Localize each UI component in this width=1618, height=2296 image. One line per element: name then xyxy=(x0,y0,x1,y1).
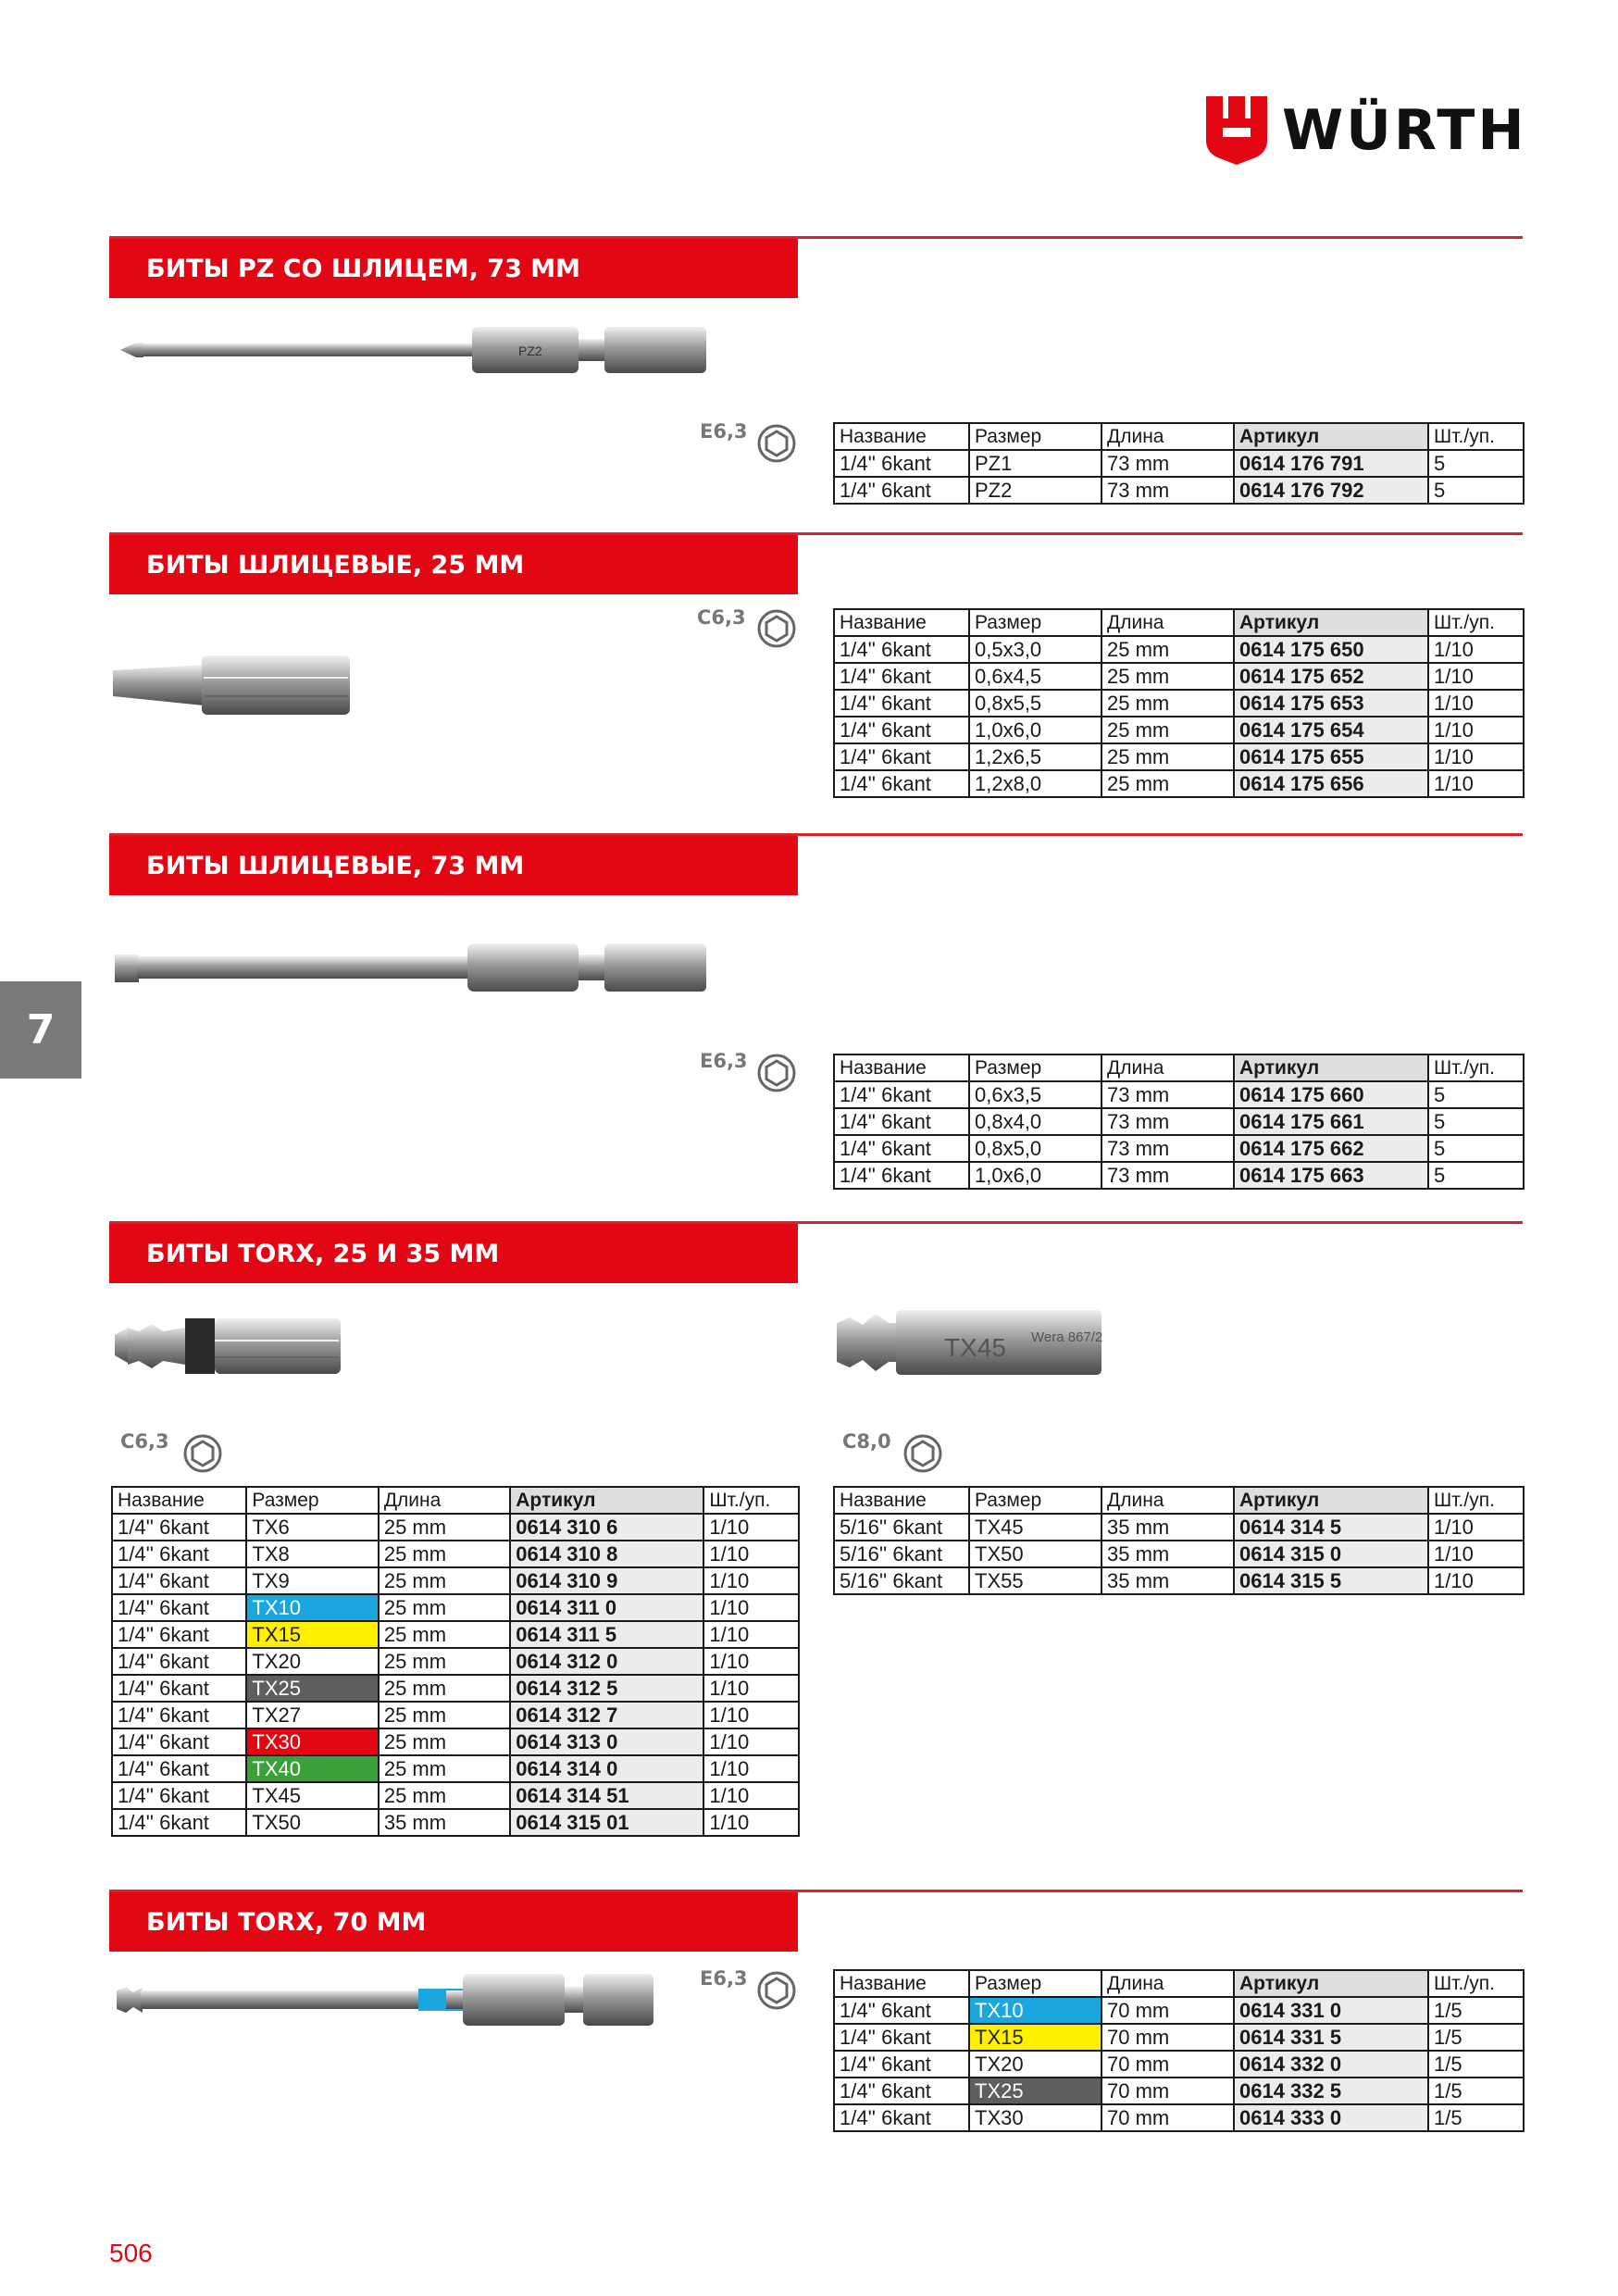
column-header-length: Длина xyxy=(1101,609,1234,636)
torx-bit-70mm-image xyxy=(113,1963,659,2037)
cell-pack: 1/10 xyxy=(703,1702,799,1728)
table-row xyxy=(834,1541,1524,1567)
cell-pack: 5 xyxy=(1428,450,1524,477)
column-header-name: Название xyxy=(112,1487,246,1514)
cell-article: 0614 315 5 xyxy=(1234,1567,1428,1594)
hexagon-icon xyxy=(757,1054,796,1092)
wurth-logo-mark-icon xyxy=(1206,96,1267,165)
column-header-name: Название xyxy=(834,1487,969,1514)
cell-length: 25 mm xyxy=(379,1675,510,1702)
cell-size: TX15 xyxy=(969,2024,1101,2051)
table-row xyxy=(834,636,1524,663)
cell-article: 0614 331 0 xyxy=(1234,1997,1428,2024)
column-header-length: Длина xyxy=(1101,423,1234,450)
cell-length: 70 mm xyxy=(1101,1997,1234,2024)
cell-pack: 1/10 xyxy=(1428,1567,1524,1594)
cell-length: 25 mm xyxy=(1101,743,1234,770)
cell-size: TX25 xyxy=(246,1675,378,1702)
product-table xyxy=(833,1054,1525,1190)
cell-article: 0614 175 656 xyxy=(1234,770,1428,797)
cell-article: 0614 175 655 xyxy=(1234,743,1428,770)
cell-length: 25 mm xyxy=(1101,663,1234,690)
column-header-article: Артикул xyxy=(1234,1487,1428,1514)
cell-length: 25 mm xyxy=(379,1755,510,1782)
cell-size: TX25 xyxy=(969,2078,1101,2104)
cell-name: 1/4'' 6kant xyxy=(834,2051,969,2078)
cell-length: 25 mm xyxy=(379,1594,510,1621)
column-header-length: Длина xyxy=(1101,1970,1234,1997)
cell-name: 1/4'' 6kant xyxy=(834,690,969,717)
table-header-row xyxy=(834,609,1524,636)
cell-length: 35 mm xyxy=(379,1809,510,1836)
product-table xyxy=(833,608,1525,798)
cell-size: 0,8x5,5 xyxy=(969,690,1101,717)
cell-size: TX30 xyxy=(969,2104,1101,2131)
table-row xyxy=(834,2078,1524,2104)
cell-name: 1/4'' 6kant xyxy=(834,1997,969,2024)
cell-name: 5/16'' 6kant xyxy=(834,1541,969,1567)
cell-article: 0614 311 5 xyxy=(510,1621,703,1648)
cell-article: 0614 332 0 xyxy=(1234,2051,1428,2078)
cell-article: 0614 314 0 xyxy=(510,1755,703,1782)
cell-length: 25 mm xyxy=(379,1567,510,1594)
column-header-pack: Шт./уп. xyxy=(1428,1487,1524,1514)
table-row xyxy=(834,1162,1524,1189)
cell-name: 1/4'' 6kant xyxy=(112,1648,246,1675)
cell-pack: 5 xyxy=(1428,477,1524,504)
drive-symbol xyxy=(700,1967,802,2010)
cell-name: 1/4'' 6kant xyxy=(834,1162,969,1189)
section-title: БИТЫ ШЛИЦЕВЫЕ, 73 ММ xyxy=(109,836,798,895)
column-header-pack: Шт./уп. xyxy=(1428,1970,1524,1997)
cell-length: 25 mm xyxy=(379,1514,510,1541)
cell-article: 0614 312 7 xyxy=(510,1702,703,1728)
cell-article: 0614 314 51 xyxy=(510,1782,703,1809)
cell-length: 25 mm xyxy=(1101,717,1234,743)
cell-size: TX10 xyxy=(246,1594,378,1621)
table-row xyxy=(834,450,1524,477)
cell-name: 1/4'' 6kant xyxy=(834,743,969,770)
cell-name: 1/4'' 6kant xyxy=(112,1702,246,1728)
column-header-name: Название xyxy=(834,609,969,636)
cell-name: 1/4'' 6kant xyxy=(834,1108,969,1135)
cell-pack: 1/5 xyxy=(1428,2104,1524,2131)
torx-bit-25mm-image xyxy=(111,1307,352,1386)
drive-label: E6,3 xyxy=(700,1050,748,1072)
cell-article: 0614 175 663 xyxy=(1234,1162,1428,1189)
product-table xyxy=(833,1969,1525,2132)
pz-bit-image xyxy=(116,313,713,387)
cell-pack: 1/10 xyxy=(703,1782,799,1809)
cell-size: 1,2x8,0 xyxy=(969,770,1101,797)
table-row xyxy=(112,1702,799,1728)
cell-article: 0614 311 0 xyxy=(510,1594,703,1621)
cell-pack: 5 xyxy=(1428,1081,1524,1108)
table-row xyxy=(834,663,1524,690)
cell-length: 73 mm xyxy=(1101,477,1234,504)
column-header-name: Название xyxy=(834,1054,969,1081)
cell-size: TX8 xyxy=(246,1541,378,1567)
table-row xyxy=(112,1755,799,1782)
column-header-length: Длина xyxy=(379,1487,510,1514)
table-row xyxy=(834,1567,1524,1594)
cell-length: 70 mm xyxy=(1101,2024,1234,2051)
wurth-logo xyxy=(1206,96,1527,167)
table-row xyxy=(834,477,1524,504)
cell-size: PZ2 xyxy=(969,477,1101,504)
table-row xyxy=(834,690,1524,717)
cell-article: 0614 176 791 xyxy=(1234,450,1428,477)
cell-name: 1/4'' 6kant xyxy=(112,1567,246,1594)
cell-name: 1/4'' 6kant xyxy=(834,477,969,504)
cell-name: 1/4'' 6kant xyxy=(834,770,969,797)
cell-name: 1/4'' 6kant xyxy=(112,1621,246,1648)
hexagon-icon xyxy=(757,609,796,648)
hexagon-icon xyxy=(757,424,796,463)
cell-size: TX27 xyxy=(246,1702,378,1728)
cell-length: 35 mm xyxy=(1101,1567,1234,1594)
cell-length: 25 mm xyxy=(379,1702,510,1728)
column-header-article: Артикул xyxy=(1234,1054,1428,1081)
cell-name: 1/4'' 6kant xyxy=(834,2078,969,2104)
column-header-length: Длина xyxy=(1101,1054,1234,1081)
cell-size: 1,2x6,5 xyxy=(969,743,1101,770)
cell-name: 1/4'' 6kant xyxy=(834,2024,969,2051)
cell-pack: 1/10 xyxy=(703,1514,799,1541)
column-header-article: Артикул xyxy=(1234,609,1428,636)
cell-size: TX45 xyxy=(246,1782,378,1809)
table-row xyxy=(112,1648,799,1675)
cell-article: 0614 315 01 xyxy=(510,1809,703,1836)
cell-article: 0614 310 8 xyxy=(510,1541,703,1567)
table-row xyxy=(112,1782,799,1809)
cell-length: 25 mm xyxy=(1101,770,1234,797)
cell-pack: 1/10 xyxy=(1428,636,1524,663)
slotted-bit-25mm-image xyxy=(111,639,361,727)
cell-pack: 1/10 xyxy=(703,1648,799,1675)
cell-pack: 1/10 xyxy=(1428,1541,1524,1567)
cell-length: 73 mm xyxy=(1101,1081,1234,1108)
cell-length: 25 mm xyxy=(1101,690,1234,717)
column-header-size: Размер xyxy=(969,609,1101,636)
torx-bit-35mm-image xyxy=(833,1301,1111,1384)
cell-name: 1/4'' 6kant xyxy=(112,1728,246,1755)
drive-symbol xyxy=(697,606,799,649)
cell-pack: 5 xyxy=(1428,1135,1524,1162)
cell-pack: 1/10 xyxy=(1428,770,1524,797)
table-row xyxy=(834,2104,1524,2131)
cell-pack: 1/10 xyxy=(1428,690,1524,717)
cell-length: 70 mm xyxy=(1101,2104,1234,2131)
table-row xyxy=(834,1081,1524,1108)
cell-pack: 5 xyxy=(1428,1162,1524,1189)
cell-name: 1/4'' 6kant xyxy=(834,636,969,663)
cell-size: PZ1 xyxy=(969,450,1101,477)
cell-length: 70 mm xyxy=(1101,2078,1234,2104)
cell-article: 0614 175 652 xyxy=(1234,663,1428,690)
brand-name: WÜRTH xyxy=(1282,98,1527,163)
cell-article: 0614 175 661 xyxy=(1234,1108,1428,1135)
table-header-row xyxy=(112,1487,799,1514)
table-row xyxy=(834,2024,1524,2051)
table-row xyxy=(112,1728,799,1755)
column-header-size: Размер xyxy=(969,423,1101,450)
cell-pack: 1/10 xyxy=(703,1594,799,1621)
cell-length: 25 mm xyxy=(379,1648,510,1675)
cell-pack: 1/5 xyxy=(1428,1997,1524,2024)
column-header-size: Размер xyxy=(246,1487,378,1514)
column-header-pack: Шт./уп. xyxy=(1428,609,1524,636)
cell-name: 1/4'' 6kant xyxy=(112,1755,246,1782)
cell-name: 5/16'' 6kant xyxy=(834,1514,969,1541)
cell-size: 0,5x3,0 xyxy=(969,636,1101,663)
table-row xyxy=(112,1675,799,1702)
cell-name: 1/4'' 6kant xyxy=(834,1135,969,1162)
cell-length: 25 mm xyxy=(379,1621,510,1648)
section-title: БИТЫ TORX, 25 И 35 ММ xyxy=(109,1224,798,1283)
table-row xyxy=(112,1514,799,1541)
cell-pack: 1/5 xyxy=(1428,2051,1524,2078)
cell-pack: 1/5 xyxy=(1428,2024,1524,2051)
cell-length: 73 mm xyxy=(1101,450,1234,477)
cell-article: 0614 331 5 xyxy=(1234,2024,1428,2051)
column-header-article: Артикул xyxy=(1234,423,1428,450)
pz-marking: PZ2 xyxy=(518,343,542,358)
drive-symbol xyxy=(120,1430,231,1477)
product-table xyxy=(111,1486,800,1837)
cell-length: 35 mm xyxy=(1101,1514,1234,1541)
table-header-row xyxy=(834,1054,1524,1081)
cell-article: 0614 175 660 xyxy=(1234,1081,1428,1108)
column-header-size: Размер xyxy=(969,1970,1101,1997)
cell-name: 1/4'' 6kant xyxy=(834,1081,969,1108)
cell-article: 0614 313 0 xyxy=(510,1728,703,1755)
product-table xyxy=(833,1486,1525,1595)
cell-article: 0614 312 0 xyxy=(510,1648,703,1675)
cell-length: 25 mm xyxy=(379,1728,510,1755)
table-row xyxy=(834,1514,1524,1541)
drive-label: C6,3 xyxy=(120,1430,169,1453)
cell-size: 0,8x5,0 xyxy=(969,1135,1101,1162)
section-title: БИТЫ TORX, 70 ММ xyxy=(109,1892,798,1952)
cell-size: 0,6x3,5 xyxy=(969,1081,1101,1108)
cell-size: 1,0x6,0 xyxy=(969,717,1101,743)
cell-article: 0614 312 5 xyxy=(510,1675,703,1702)
table-row xyxy=(834,2051,1524,2078)
hexagon-icon xyxy=(757,1971,796,2010)
cell-length: 70 mm xyxy=(1101,2051,1234,2078)
cell-size: TX20 xyxy=(969,2051,1101,2078)
table-row xyxy=(834,717,1524,743)
cell-pack: 1/10 xyxy=(703,1728,799,1755)
table-row xyxy=(112,1621,799,1648)
table-header-row xyxy=(834,1970,1524,1997)
column-header-pack: Шт./уп. xyxy=(703,1487,799,1514)
table-row xyxy=(834,743,1524,770)
column-header-pack: Шт./уп. xyxy=(1428,1054,1524,1081)
drive-label: E6,3 xyxy=(700,1967,748,1990)
section-title: БИТЫ PZ СО ШЛИЦЕМ, 73 ММ xyxy=(109,239,798,298)
table-header-row xyxy=(834,1487,1524,1514)
cell-name: 1/4'' 6kant xyxy=(112,1782,246,1809)
table-row xyxy=(112,1809,799,1836)
cell-article: 0614 310 6 xyxy=(510,1514,703,1541)
cell-size: TX45 xyxy=(969,1514,1101,1541)
cell-length: 73 mm xyxy=(1101,1135,1234,1162)
cell-size: 0,8x4,0 xyxy=(969,1108,1101,1135)
cell-size: TX30 xyxy=(246,1728,378,1755)
cell-name: 1/4'' 6kant xyxy=(112,1541,246,1567)
cell-name: 1/4'' 6kant xyxy=(834,2104,969,2131)
drive-label: E6,3 xyxy=(700,420,748,443)
cell-article: 0614 332 5 xyxy=(1234,2078,1428,2104)
cell-size: TX20 xyxy=(246,1648,378,1675)
cell-pack: 1/10 xyxy=(703,1675,799,1702)
cell-article: 0614 310 9 xyxy=(510,1567,703,1594)
product-table xyxy=(833,422,1525,505)
cell-article: 0614 175 650 xyxy=(1234,636,1428,663)
table-row xyxy=(834,1108,1524,1135)
cell-size: TX50 xyxy=(246,1809,378,1836)
cell-article: 0614 315 0 xyxy=(1234,1541,1428,1567)
table-header-row xyxy=(834,423,1524,450)
drive-symbol xyxy=(842,1430,953,1477)
cell-pack: 5 xyxy=(1428,1108,1524,1135)
column-header-article: Артикул xyxy=(510,1487,703,1514)
cell-article: 0614 175 653 xyxy=(1234,690,1428,717)
hexagon-icon xyxy=(903,1434,942,1473)
table-row xyxy=(834,770,1524,797)
cell-name: 1/4'' 6kant xyxy=(834,450,969,477)
column-header-pack: Шт./уп. xyxy=(1428,423,1524,450)
cell-name: 1/4'' 6kant xyxy=(834,663,969,690)
cell-length: 25 mm xyxy=(1101,636,1234,663)
cell-length: 73 mm xyxy=(1101,1162,1234,1189)
column-header-article: Артикул xyxy=(1234,1970,1428,1997)
drive-label: C8,0 xyxy=(842,1430,891,1453)
cell-size: TX6 xyxy=(246,1514,378,1541)
drive-symbol xyxy=(700,420,802,463)
cell-size: TX9 xyxy=(246,1567,378,1594)
cell-size: TX40 xyxy=(246,1755,378,1782)
cell-pack: 1/10 xyxy=(703,1621,799,1648)
cell-pack: 1/10 xyxy=(703,1809,799,1836)
cell-name: 5/16'' 6kant xyxy=(834,1567,969,1594)
table-row xyxy=(112,1594,799,1621)
cell-length: 35 mm xyxy=(1101,1541,1234,1567)
section-title: БИТЫ ШЛИЦЕВЫЕ, 25 ММ xyxy=(109,535,798,594)
cell-pack: 1/10 xyxy=(1428,1514,1524,1541)
table-row xyxy=(112,1567,799,1594)
slotted-bit-73mm-image xyxy=(111,930,713,1004)
drive-label: C6,3 xyxy=(697,606,746,629)
cell-length: 73 mm xyxy=(1101,1108,1234,1135)
cell-pack: 1/10 xyxy=(703,1567,799,1594)
cell-name: 1/4'' 6kant xyxy=(112,1594,246,1621)
cell-article: 0614 333 0 xyxy=(1234,2104,1428,2131)
cell-name: 1/4'' 6kant xyxy=(112,1514,246,1541)
cell-pack: 1/10 xyxy=(1428,717,1524,743)
cell-pack: 1/10 xyxy=(1428,663,1524,690)
cell-name: 1/4'' 6kant xyxy=(112,1675,246,1702)
column-header-size: Размер xyxy=(969,1487,1101,1514)
table-row xyxy=(834,1135,1524,1162)
cell-size: 1,0x6,0 xyxy=(969,1162,1101,1189)
hexagon-icon xyxy=(183,1434,222,1473)
cell-article: 0614 314 5 xyxy=(1234,1514,1428,1541)
cell-article: 0614 175 654 xyxy=(1234,717,1428,743)
table-row xyxy=(112,1541,799,1567)
page-number: 506 xyxy=(109,2239,153,2267)
column-header-size: Размер xyxy=(969,1054,1101,1081)
cell-size: TX55 xyxy=(969,1567,1101,1594)
column-header-name: Название xyxy=(834,423,969,450)
chapter-tab: 7 xyxy=(0,981,81,1079)
cell-length: 25 mm xyxy=(379,1782,510,1809)
cell-pack: 1/5 xyxy=(1428,2078,1524,2104)
cell-pack: 1/10 xyxy=(703,1755,799,1782)
column-header-name: Название xyxy=(834,1970,969,1997)
tx45-marking: TX45 xyxy=(944,1333,1006,1362)
cell-pack: 1/10 xyxy=(1428,743,1524,770)
cell-pack: 1/10 xyxy=(703,1541,799,1567)
cell-length: 25 mm xyxy=(379,1541,510,1567)
cell-name: 1/4'' 6kant xyxy=(834,717,969,743)
cell-size: TX50 xyxy=(969,1541,1101,1567)
cell-article: 0614 175 662 xyxy=(1234,1135,1428,1162)
cell-size: TX10 xyxy=(969,1997,1101,2024)
table-row xyxy=(834,1997,1524,2024)
column-header-length: Длина xyxy=(1101,1487,1234,1514)
drive-symbol xyxy=(700,1050,802,1092)
cell-name: 1/4'' 6kant xyxy=(112,1809,246,1836)
cell-article: 0614 176 792 xyxy=(1234,477,1428,504)
cell-size: TX15 xyxy=(246,1621,378,1648)
cell-size: 0,6x4,5 xyxy=(969,663,1101,690)
wera-marking: Wera 867/2 xyxy=(1031,1329,1103,1345)
